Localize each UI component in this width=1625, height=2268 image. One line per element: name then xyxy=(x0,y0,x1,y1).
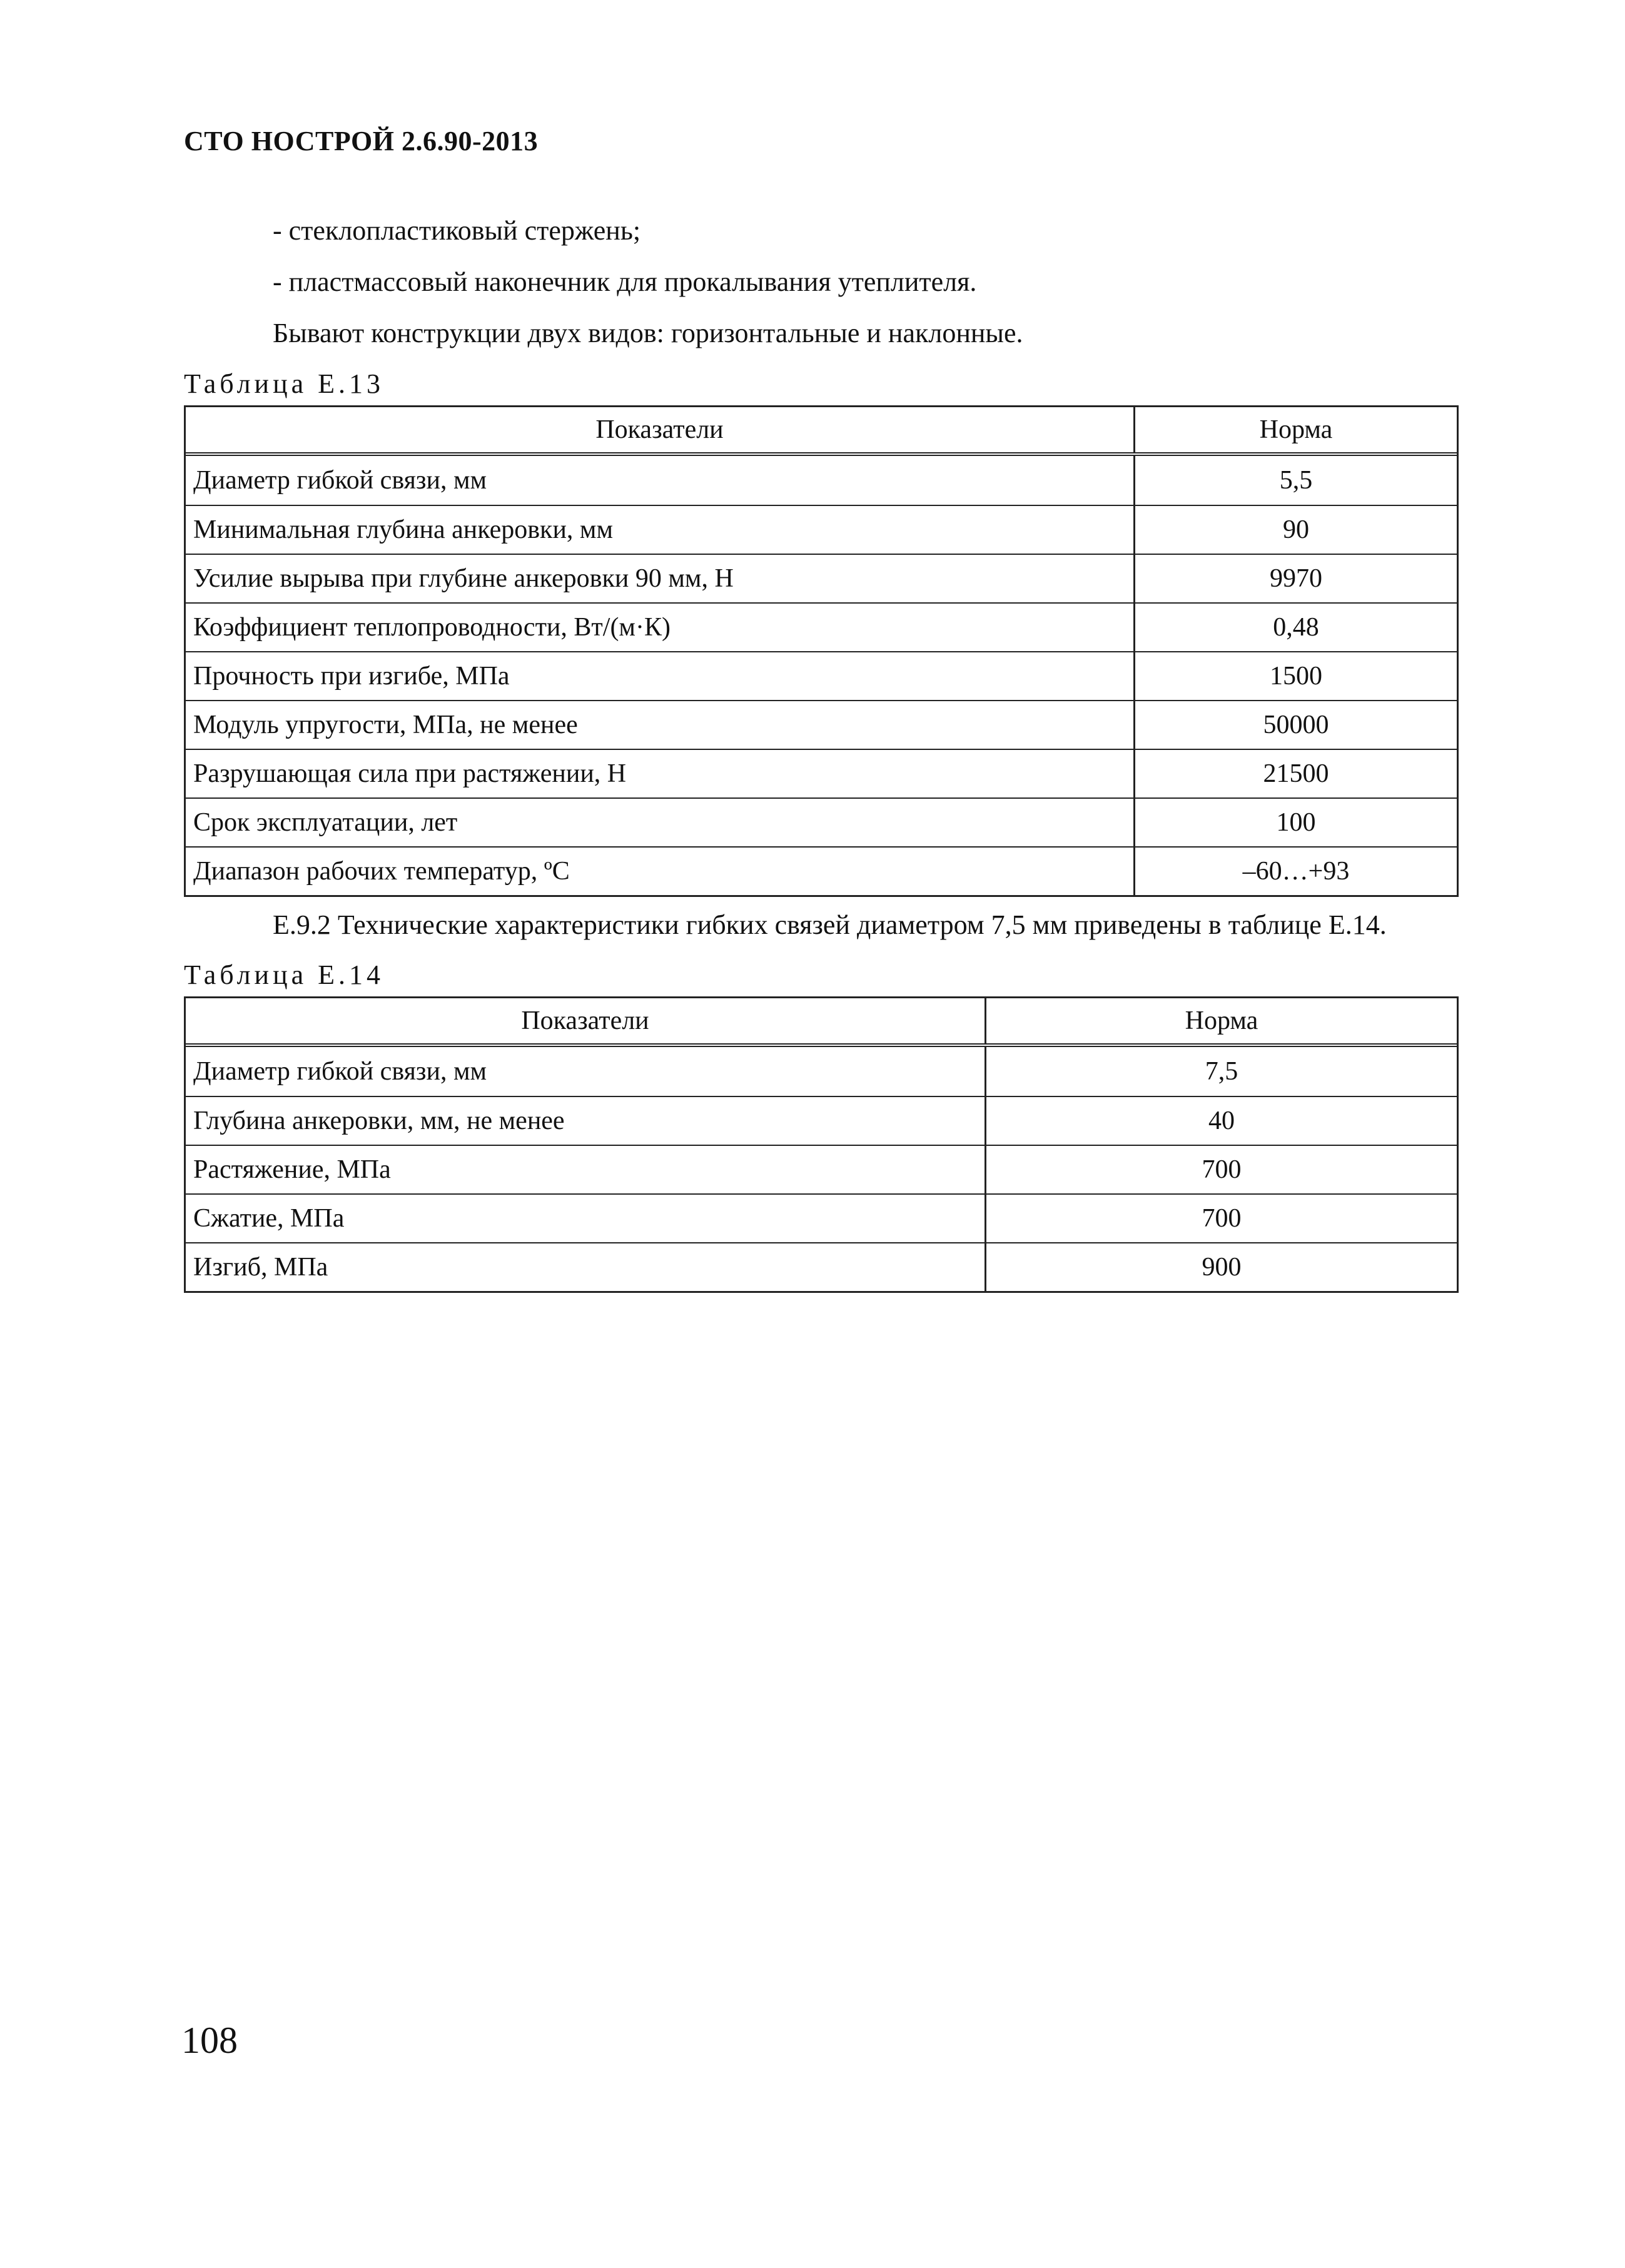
table-row xyxy=(186,554,1457,602)
table-row xyxy=(186,651,1457,700)
header-indicator: Показатели xyxy=(186,998,986,1043)
header-indicator: Показатели xyxy=(186,407,1135,452)
table-row xyxy=(186,1145,1457,1193)
table-row xyxy=(186,505,1457,554)
intro-line-1: - стеклопластиковый стержень; xyxy=(273,215,641,246)
table-row xyxy=(186,749,1457,797)
table-row xyxy=(186,1047,1457,1096)
section-e92-paragraph: Е.9.2 Технические характеристики гибких связей диаметром 7,5 мм приведены в таблице Е.14. xyxy=(273,909,1387,940)
indicator-cell: Растяжение, МПа xyxy=(186,1146,986,1193)
table-row xyxy=(186,602,1457,651)
table-header-row xyxy=(186,407,1457,456)
table-e13 xyxy=(184,405,1459,897)
norm-cell: 90 xyxy=(1283,515,1309,544)
indicator-cell: Срок эксплуатации, лет xyxy=(186,799,1135,846)
indicator-cell: Изгиб, МПа xyxy=(186,1243,986,1291)
table-row xyxy=(186,797,1457,846)
table-row xyxy=(186,1096,1457,1145)
norm-cell: 1500 xyxy=(1270,662,1322,691)
header-norm: Норма xyxy=(1185,1006,1258,1035)
table13-caption: Таблица Е.13 xyxy=(184,368,385,399)
table-row xyxy=(186,846,1457,895)
indicator-cell: Диапазон рабочих температур, ºС xyxy=(186,848,1135,895)
norm-cell: –60…+93 xyxy=(1242,857,1350,886)
indicator-cell: Диаметр гибкой связи, мм xyxy=(186,1047,986,1096)
indicator-cell: Усилие вырыва при глубине анкеровки 90 мм, Н xyxy=(186,555,1135,602)
header-norm: Норма xyxy=(1259,415,1333,444)
table-row xyxy=(186,700,1457,749)
indicator-cell: Прочность при изгибе, МПа xyxy=(186,652,1135,700)
indicator-cell: Модуль упругости, МПа, не менее xyxy=(186,701,1135,749)
intro-line-3: Бывают конструкции двух видов: горизонтальные и наклонные. xyxy=(273,318,1023,348)
table-row xyxy=(186,1193,1457,1242)
indicator-cell: Минимальная глубина анкеровки, мм xyxy=(186,506,1135,554)
norm-cell: 7,5 xyxy=(1205,1057,1238,1086)
norm-cell: 700 xyxy=(1202,1155,1242,1184)
indicator-cell: Диаметр гибкой связи, мм xyxy=(186,456,1135,505)
indicator-cell: Коэффициент теплопроводности, Вт/(м·К) xyxy=(186,604,1135,651)
page-number: 108 xyxy=(181,2020,238,2061)
table14-caption: Таблица Е.14 xyxy=(184,959,385,990)
indicator-cell: Сжатие, МПа xyxy=(186,1195,986,1242)
table-row xyxy=(186,1242,1457,1291)
table-e14 xyxy=(184,996,1459,1293)
norm-cell: 0,48 xyxy=(1273,613,1319,642)
norm-cell: 40 xyxy=(1208,1106,1235,1135)
table-row xyxy=(186,456,1457,505)
intro-line-2: - пластмассовый наконечник для прокалывания утеплителя. xyxy=(273,266,977,297)
norm-cell: 100 xyxy=(1276,808,1316,837)
document-header: СТО НОСТРОЙ 2.6.90-2013 xyxy=(184,126,539,156)
norm-cell: 900 xyxy=(1202,1253,1242,1282)
norm-cell: 21500 xyxy=(1263,759,1329,788)
indicator-cell: Разрушающая сила при растяжении, Н xyxy=(186,750,1135,797)
indicator-cell: Глубина анкеровки, мм, не менее xyxy=(186,1097,986,1145)
table-header-row xyxy=(186,998,1457,1047)
norm-cell: 700 xyxy=(1202,1204,1242,1233)
norm-cell: 5,5 xyxy=(1279,466,1313,495)
norm-cell: 9970 xyxy=(1270,564,1322,593)
norm-cell: 50000 xyxy=(1263,711,1329,739)
